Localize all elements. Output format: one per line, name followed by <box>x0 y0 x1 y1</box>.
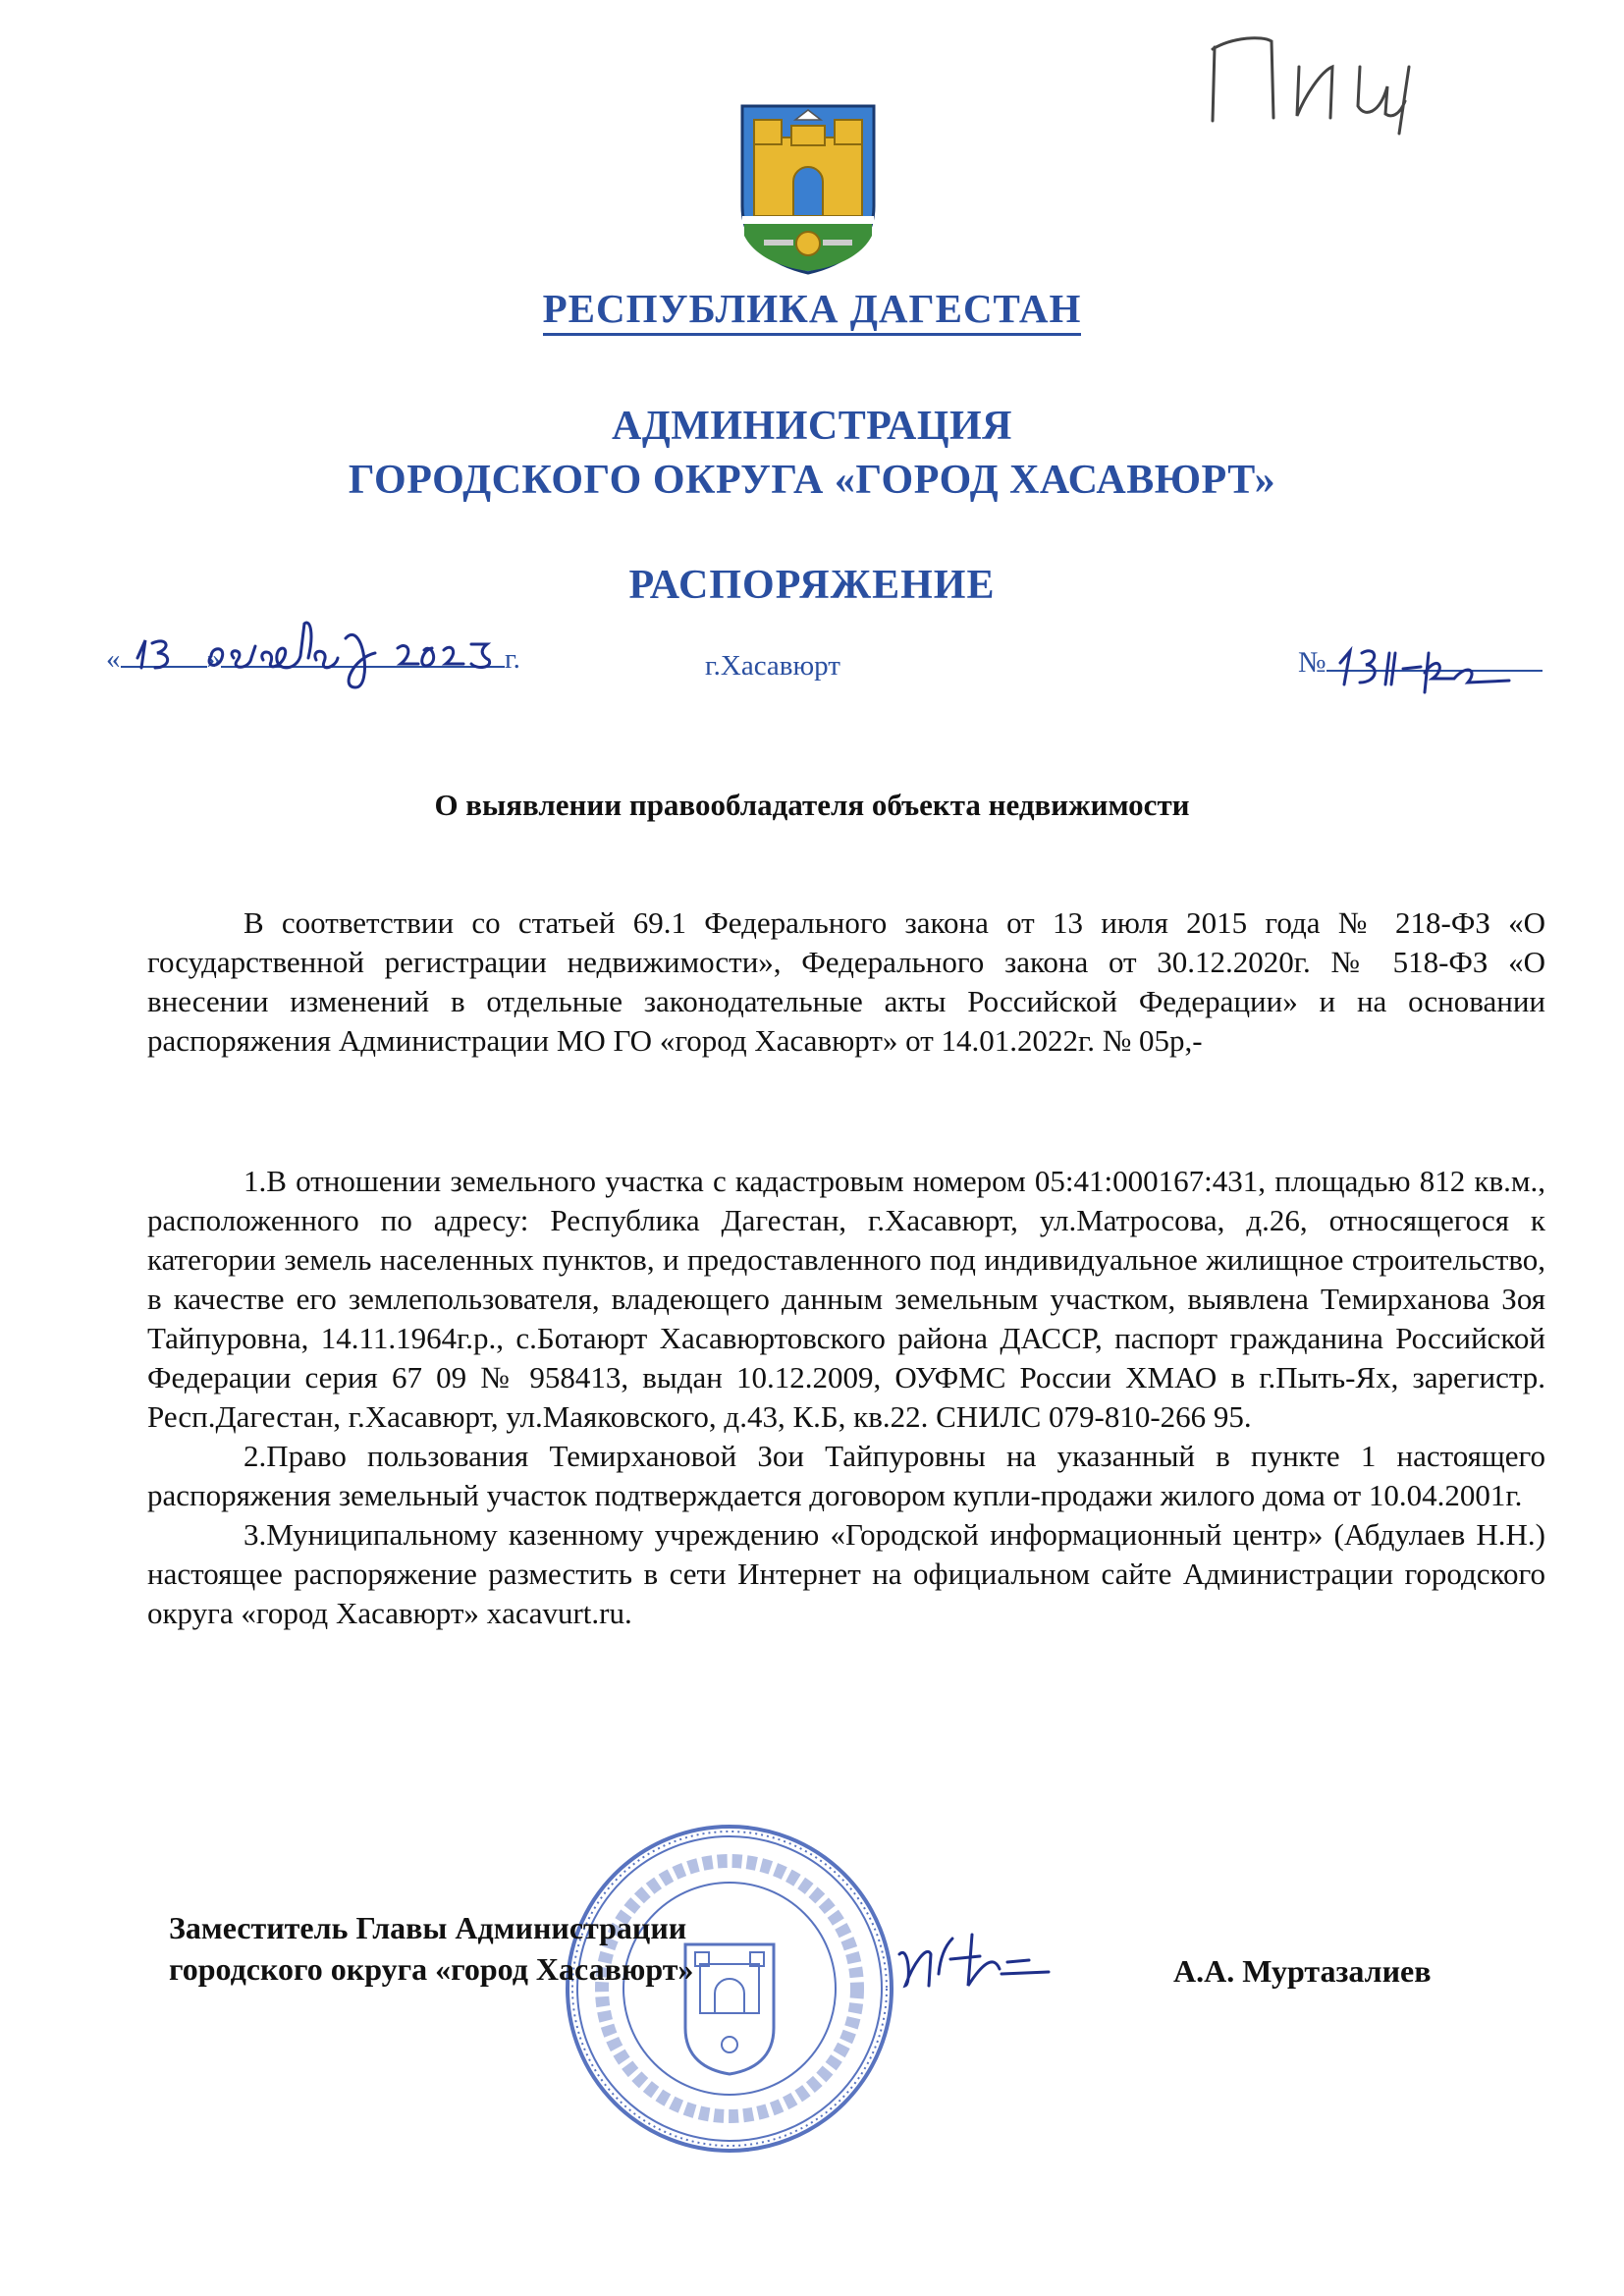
signature-icon <box>892 1915 1058 1994</box>
items-list <box>147 1162 1545 1633</box>
handwritten-date <box>128 599 540 697</box>
emblem-icon <box>734 98 882 275</box>
number-prefix: № <box>1298 646 1326 679</box>
list-item: 3.Муниципальному казенному учреждению «Городской информационный центр» (Абдулаев Н.Н.) настоящее распоряжение разместить в сети Интернет на официальном сайте Администрации городского округа «город Хасавюрт» xacavurt.ru. <box>147 1517 1545 1630</box>
list-item: 2.Право пользования Темирхановой Зои Тайпуровны на указанный в пункте 1 настоящего распоряжения земельный участок подтверждается договором купли-продажи жилого дома от 10.04.2001г. <box>147 1439 1545 1512</box>
intro-paragraph <box>147 903 1545 1061</box>
administration-heading-line1: АДМИНИСТРАЦИЯ <box>611 404 1012 449</box>
signer-name: А.А. Муртазалиев <box>1173 1953 1432 1989</box>
handwritten-note <box>1203 27 1458 136</box>
document-subject: О выявлении правообладателя объекта недвижимости <box>434 788 1190 822</box>
document-type-heading: РАСПОРЯЖЕНИЕ <box>628 563 996 608</box>
date-mid: » <box>206 643 221 675</box>
republic-heading: РЕСПУБЛИКА ДАГЕСТАН <box>0 285 1624 332</box>
signer-position-line1: Заместитель Главы Администрации <box>169 1910 687 1945</box>
list-item: 1.В отношении земельного участка с кадастровым номером 05:41:000167:431, площадью 812 кв.м., расположенного по адресу: Республика Дагестан, г.Хасавюрт, ул.Матросова, д.26, относящегося к категории земель населенных пунктов, и предоставленного под индивидуальное жилищное строительство, в качестве его землепользователя, владеющего данным земельным участком, выявлена Темирханова Зоя Тайпуровна, 14.11.1964г.р., с.Ботаюрт Хасавюртовского района ДАССР, паспорт гражданина Российской Федерации серия 67 09 № 958413, выдан 10.12.2009, ОУФМС России ХМАО в г.Пыть-Ях, зарегистр. Респ.Дагестан, г.Хасавюрт, ул.Маяковского, д.43, К.Б, кв.22. СНИЛС 079-810-266 95. <box>147 1164 1545 1434</box>
date-prefix: « <box>106 643 121 675</box>
administration-heading-line2: ГОРОДСКОГО ОКРУГА «ГОРОД ХАСАВЮРТ» <box>348 458 1276 503</box>
signer-position-line2: городского округа «город Хасавюрт» <box>169 1951 694 1987</box>
intro-text: В соответствии со статьей 69.1 Федерального закона от 13 июля 2015 года № 218-ФЗ «О государственной регистрации недвижимости», Федерального закона от 30.12.2020г. № 518-ФЗ «О внесении изменений в отдельные законодательные акты Российской Федерации» и на основании распоряжения Администрации МО ГО «город Хасавюрт» от 14.01.2022г. № 05р,- <box>147 905 1545 1058</box>
handwritten-number <box>1330 624 1537 702</box>
signature-block <box>169 1907 693 1990</box>
city-label: г.Хасавюрт <box>705 650 840 682</box>
date-suffix: г. <box>505 643 520 675</box>
